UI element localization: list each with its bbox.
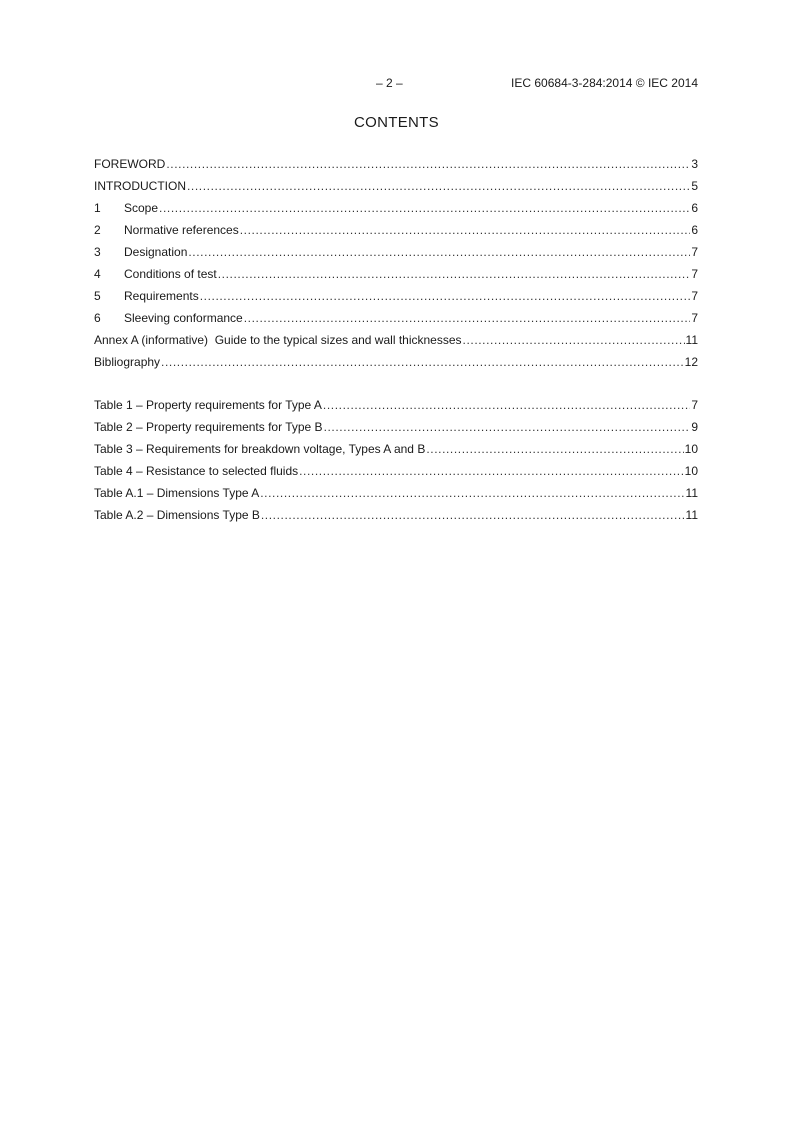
toc-entry-page: 7 bbox=[691, 311, 698, 325]
toc-entry-normative-references[interactable] bbox=[94, 223, 698, 245]
toc-entry-page: 7 bbox=[691, 289, 698, 303]
toc-entry-page: 9 bbox=[691, 420, 698, 434]
dot-leader bbox=[188, 245, 690, 259]
dot-leader bbox=[299, 464, 684, 478]
toc-entry-number: 3 bbox=[94, 245, 101, 259]
toc-entry-page: 7 bbox=[691, 398, 698, 412]
toc-entry-title: Scope bbox=[124, 201, 159, 215]
toc-entry-table-1[interactable] bbox=[94, 398, 698, 420]
toc-entry-annex-a[interactable] bbox=[94, 333, 698, 355]
toc-entry-title: Table 3 – Requirements for breakdown voltage, Types A and B bbox=[94, 442, 426, 456]
dot-leader bbox=[159, 201, 690, 215]
dot-leader bbox=[324, 420, 691, 434]
toc-entry-title: INTRODUCTION bbox=[94, 179, 186, 193]
toc-entry-table-a2[interactable] bbox=[94, 508, 698, 530]
dot-leader bbox=[240, 223, 691, 237]
page-number: – 2 – bbox=[376, 76, 403, 90]
toc-entry-number: 4 bbox=[94, 267, 101, 281]
toc-entry-title: Annex A (informative) Guide to the typical sizes and wall thicknesses bbox=[94, 333, 462, 347]
toc-entry-page: 3 bbox=[691, 157, 698, 171]
toc-entry-title: Table A.2 – Dimensions Type B bbox=[94, 508, 260, 522]
toc-entry-conditions-of-test[interactable] bbox=[94, 267, 698, 289]
toc-entry-title: Table 1 – Property requirements for Type A bbox=[94, 398, 322, 412]
dot-leader bbox=[200, 289, 691, 303]
toc-entry-sleeving-conformance[interactable] bbox=[94, 311, 698, 333]
dot-leader bbox=[426, 442, 683, 456]
toc-entry-title: Conditions of test bbox=[124, 267, 217, 281]
toc-entry-designation[interactable] bbox=[94, 245, 698, 267]
toc-entry-title: FOREWORD bbox=[94, 157, 166, 171]
toc-entry-title: Normative references bbox=[124, 223, 239, 237]
dot-leader bbox=[161, 355, 684, 369]
toc-entry-page: 6 bbox=[691, 201, 698, 215]
toc-entry-title: Bibliography bbox=[94, 355, 161, 369]
dot-leader bbox=[166, 157, 690, 171]
toc-entry-title: Table 2 – Property requirements for Type B bbox=[94, 420, 323, 434]
toc-entry-page: 11 bbox=[685, 508, 698, 522]
dot-leader bbox=[463, 333, 685, 347]
toc-entry-page: 7 bbox=[691, 267, 698, 281]
toc-entry-page: 5 bbox=[691, 179, 698, 193]
toc-entry-page: 10 bbox=[684, 464, 698, 478]
toc-entry-page: 11 bbox=[685, 486, 698, 500]
toc-entry-page: 6 bbox=[691, 223, 698, 237]
toc-entry-title: Designation bbox=[124, 245, 188, 259]
toc-entry-scope[interactable] bbox=[94, 201, 698, 223]
toc-entry-table-a1[interactable] bbox=[94, 486, 698, 508]
toc-entry-bibliography[interactable] bbox=[94, 355, 698, 377]
toc-entry-title: Table 4 – Resistance to selected fluids bbox=[94, 464, 299, 478]
toc-entry-page: 11 bbox=[685, 333, 698, 347]
toc-entry-number: 2 bbox=[94, 223, 101, 237]
dot-leader bbox=[261, 508, 685, 522]
toc-entry-page: 12 bbox=[684, 355, 698, 369]
toc-entry-introduction[interactable] bbox=[94, 179, 698, 201]
toc-entry-title: Sleeving conformance bbox=[124, 311, 243, 325]
toc-entry-number: 6 bbox=[94, 311, 101, 325]
toc-entry-page: 10 bbox=[684, 442, 698, 456]
toc-entry-table-3[interactable] bbox=[94, 442, 698, 464]
dot-leader bbox=[244, 311, 691, 325]
toc-entry-title: Table A.1 – Dimensions Type A bbox=[94, 486, 260, 500]
dot-leader bbox=[218, 267, 691, 281]
toc-entry-table-4[interactable] bbox=[94, 464, 698, 486]
contents-title: CONTENTS bbox=[354, 114, 439, 131]
dot-leader bbox=[323, 398, 690, 412]
toc-entry-number: 1 bbox=[94, 201, 101, 215]
toc-main-list bbox=[94, 157, 698, 377]
document-reference: IEC 60684-3-284:2014 © IEC 2014 bbox=[511, 76, 698, 90]
toc-entry-title: Requirements bbox=[124, 289, 199, 303]
toc-entry-foreword[interactable] bbox=[94, 157, 698, 179]
toc-entry-page: 7 bbox=[691, 245, 698, 259]
toc-entry-number: 5 bbox=[94, 289, 101, 303]
toc-entry-table-2[interactable] bbox=[94, 420, 698, 442]
dot-leader bbox=[260, 486, 684, 500]
dot-leader bbox=[187, 179, 690, 193]
page-header bbox=[94, 76, 698, 92]
toc-tables-list bbox=[94, 398, 698, 530]
toc-entry-requirements[interactable] bbox=[94, 289, 698, 311]
